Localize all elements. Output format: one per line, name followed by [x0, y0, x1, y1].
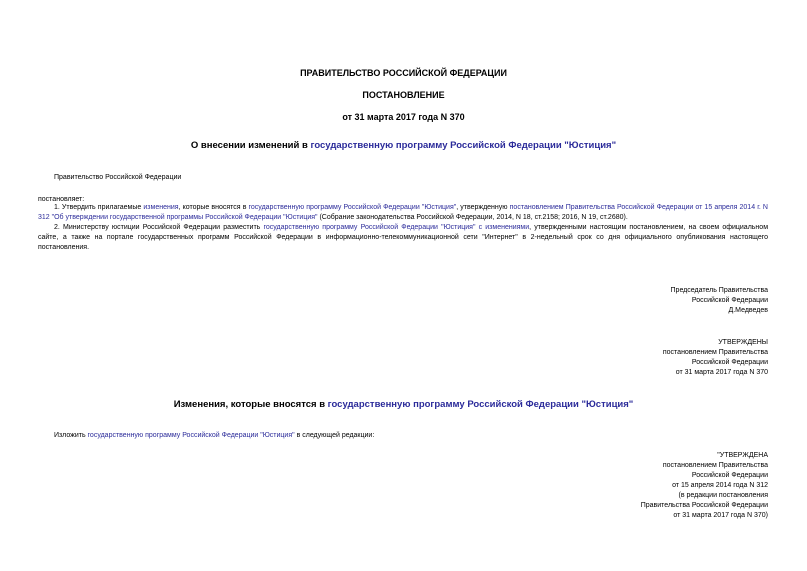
approved-line-2: постановлением Правительства — [662, 349, 768, 356]
paragraph-item-2 — [38, 223, 768, 253]
changes-intro — [54, 431, 374, 441]
approved2-line-1: "УТВЕРЖДЕНА — [717, 452, 768, 459]
approved2-line-5: (в редакции постановления — [678, 492, 768, 499]
item2-text-2: , утвержденными настоящим постановлением, на своем официальном сайте, а также на портале государственных программ Российской Федерации в информационно-телекоммуникационной сети "Интернет" в 2-недельный срок со дня официального опубликования настоящего постановления. — [38, 224, 769, 251]
doc-type-heading: ПОСТАНОВЛЕНИЕ — [362, 90, 445, 100]
approved-line-1: УТВЕРЖДЕНЫ — [718, 339, 768, 346]
item1-text-1: 1. Утвердить прилагаемые — [54, 204, 144, 211]
changes-intro-program-link[interactable]: государственную программу Российской Федерации "Юстиция" — [87, 432, 295, 439]
approved2-line-2: постановлением Правительства — [662, 462, 768, 469]
item2-program-link[interactable]: государственную программу Российской Федерации "Юстиция" с изменениями — [263, 224, 530, 231]
item1-resolution-link[interactable]: постановлением Правительства Российской Федерации от 15 апреля 2014 г. N 312 "Об утверждении государственной программы Российской Федерации "Юстиция" — [38, 204, 768, 221]
item2-text-1: 2. Министерству юстиции Российской Федерации разместить — [54, 224, 264, 231]
item1-program-link[interactable]: государственную программу Российской Федерации "Юстиция" — [248, 204, 457, 211]
changes-title-prefix: Изменения, которые вносятся в — [173, 399, 328, 410]
item1-text-2: , которые вносятся в — [178, 204, 249, 211]
title-prefix: О внесении изменений в — [190, 140, 311, 151]
date-heading: от 31 марта 2017 года N 370 — [342, 112, 465, 122]
preamble-subject: Правительство Российской Федерации — [54, 174, 182, 181]
signature-position: Председатель Правительства — [670, 287, 768, 294]
item1-text-3: , утвержденную — [456, 204, 510, 211]
item1-text-4: (Собрание законодательства Российской Федерации, 2014, N 18, ст.2158; 2016, N 19, ст.2680). — [317, 214, 628, 221]
approved2-line-4: от 15 апреля 2014 года N 312 — [672, 482, 768, 489]
approved-block — [663, 338, 768, 378]
signature-name: Д.Медведев — [728, 307, 768, 314]
document-title — [0, 140, 807, 151]
preamble-verb: постановляет: — [38, 196, 85, 203]
title-program-link[interactable]: государственную программу Российской Федерации "Юстиция" — [310, 140, 617, 151]
signature-org: Российской Федерации — [691, 297, 768, 304]
paragraph-item-1 — [38, 203, 768, 223]
changes-title-program-link[interactable]: государственную программу Российской Федерации "Юстиция" — [327, 399, 634, 410]
approved-program-block — [641, 451, 768, 521]
approved2-line-3: Российской Федерации — [691, 472, 768, 479]
changes-intro-text-1: Изложить — [54, 432, 88, 439]
approved-line-3: Российской Федерации — [691, 359, 768, 366]
item1-changes-link[interactable]: изменения — [143, 204, 179, 211]
changes-intro-text-2: в следующей редакции: — [294, 432, 375, 439]
approved-line-4: от 31 марта 2017 года N 370 — [675, 369, 768, 376]
signature-block — [671, 286, 768, 316]
approved2-line-7: от 31 марта 2017 года N 370) — [673, 512, 768, 519]
changes-title — [0, 399, 807, 410]
org-heading: ПРАВИТЕЛЬСТВО РОССИЙСКОЙ ФЕДЕРАЦИИ — [300, 68, 507, 78]
approved2-line-6: Правительства Российской Федерации — [640, 502, 768, 509]
